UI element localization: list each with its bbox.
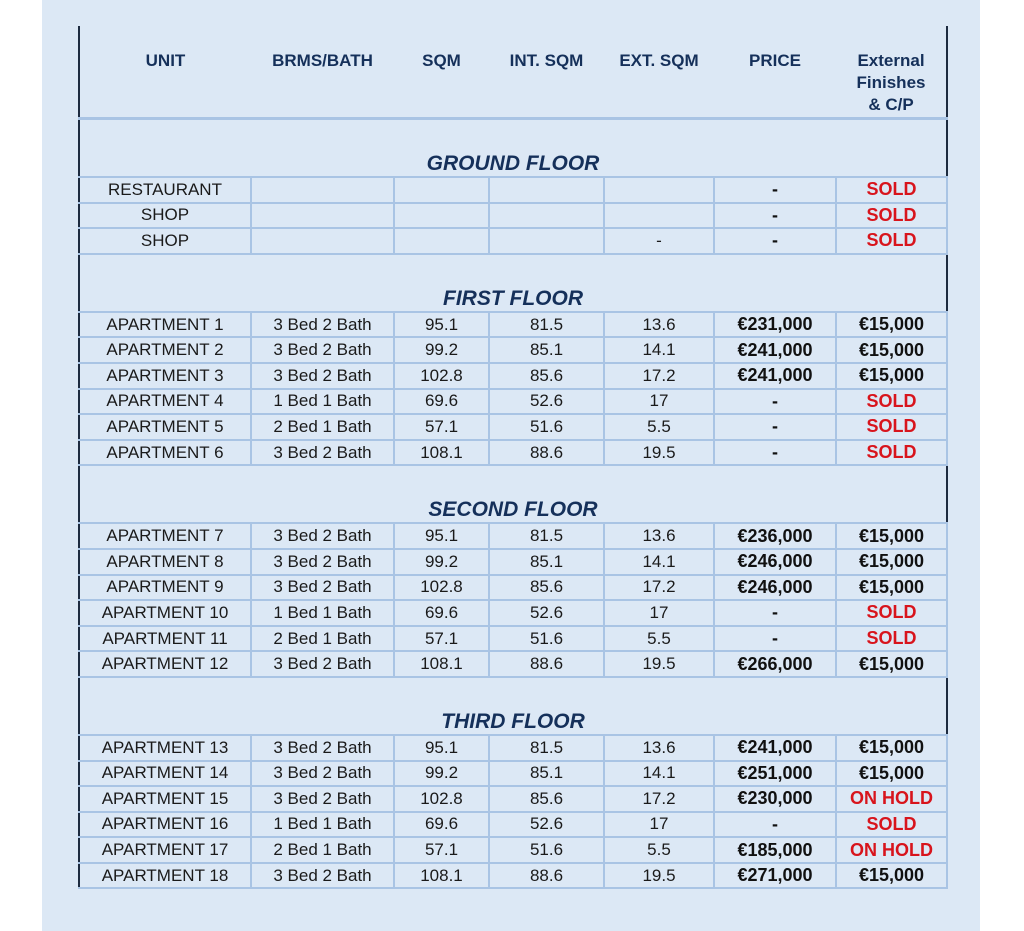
external-finishes-cell: SOLD bbox=[836, 600, 947, 626]
int-sqm-cell: 51.6 bbox=[489, 837, 604, 863]
price-cell: - bbox=[714, 626, 836, 652]
external-finishes-cell: SOLD bbox=[836, 812, 947, 838]
brms-bath-cell: 3 Bed 2 Bath bbox=[251, 863, 394, 889]
sqm-cell bbox=[394, 177, 489, 203]
brms-bath-cell: 3 Bed 2 Bath bbox=[251, 786, 394, 812]
sqm-cell: 99.2 bbox=[394, 549, 489, 575]
ext-sqm-cell: 17.2 bbox=[604, 575, 714, 601]
unit-cell: APARTMENT 1 bbox=[79, 312, 251, 338]
sqm-cell: 69.6 bbox=[394, 812, 489, 838]
ext-sqm-cell: 13.6 bbox=[604, 735, 714, 761]
unit-cell: APARTMENT 8 bbox=[79, 549, 251, 575]
unit-cell: APARTMENT 7 bbox=[79, 523, 251, 549]
external-finishes-cell: €15,000 bbox=[836, 337, 947, 363]
sqm-cell: 108.1 bbox=[394, 863, 489, 889]
external-finishes-cell: €15,000 bbox=[836, 549, 947, 575]
floor-heading-row bbox=[79, 698, 947, 735]
price-cell: - bbox=[714, 177, 836, 203]
brms-bath-cell: 1 Bed 1 Bath bbox=[251, 812, 394, 838]
unit-cell: APARTMENT 9 bbox=[79, 575, 251, 601]
ext-sqm-cell: 14.1 bbox=[604, 549, 714, 575]
floor-spacer bbox=[79, 677, 947, 698]
int-sqm-cell: 81.5 bbox=[489, 523, 604, 549]
unit-cell: APARTMENT 5 bbox=[79, 414, 251, 440]
int-sqm-cell: 85.1 bbox=[489, 337, 604, 363]
ext-sqm-cell: 14.1 bbox=[604, 761, 714, 787]
price-cell: - bbox=[714, 414, 836, 440]
int-sqm-cell: 88.6 bbox=[489, 651, 604, 677]
spacer-cell bbox=[79, 119, 947, 141]
table-row bbox=[79, 651, 947, 677]
int-sqm-cell: 52.6 bbox=[489, 812, 604, 838]
price-list-table bbox=[78, 26, 948, 889]
price-cell: - bbox=[714, 203, 836, 229]
header-external-finishes bbox=[836, 26, 947, 119]
table-row bbox=[79, 228, 947, 254]
ext-sqm-cell: 17 bbox=[604, 812, 714, 838]
spacer-cell bbox=[79, 254, 947, 275]
brms-bath-cell: 2 Bed 1 Bath bbox=[251, 414, 394, 440]
sqm-cell bbox=[394, 228, 489, 254]
unit-cell: APARTMENT 6 bbox=[79, 440, 251, 466]
table-row bbox=[79, 735, 947, 761]
int-sqm-cell: 85.1 bbox=[489, 549, 604, 575]
external-finishes-cell: ON HOLD bbox=[836, 837, 947, 863]
ext-sqm-cell: 19.5 bbox=[604, 651, 714, 677]
table-row bbox=[79, 812, 947, 838]
brms-bath-cell: 1 Bed 1 Bath bbox=[251, 389, 394, 415]
external-finishes-cell: ON HOLD bbox=[836, 786, 947, 812]
int-sqm-cell: 81.5 bbox=[489, 735, 604, 761]
external-finishes-cell: €15,000 bbox=[836, 761, 947, 787]
int-sqm-cell: 85.6 bbox=[489, 786, 604, 812]
sqm-cell: 108.1 bbox=[394, 651, 489, 677]
header-price: PRICE bbox=[714, 26, 836, 119]
table-row bbox=[79, 626, 947, 652]
floor-heading: GROUND FLOOR bbox=[79, 140, 947, 177]
floor-heading: THIRD FLOOR bbox=[79, 698, 947, 735]
header-sqm: SQM bbox=[394, 26, 489, 119]
external-finishes-cell: SOLD bbox=[836, 626, 947, 652]
header-int-sqm: INT. SQM bbox=[489, 26, 604, 119]
table-body bbox=[79, 119, 947, 889]
price-cell: €231,000 bbox=[714, 312, 836, 338]
external-finishes-cell: SOLD bbox=[836, 203, 947, 229]
spacer-cell bbox=[79, 465, 947, 486]
brms-bath-cell: 3 Bed 2 Bath bbox=[251, 761, 394, 787]
brms-bath-cell bbox=[251, 177, 394, 203]
brms-bath-cell: 3 Bed 2 Bath bbox=[251, 523, 394, 549]
table-row bbox=[79, 203, 947, 229]
brms-bath-cell: 2 Bed 1 Bath bbox=[251, 837, 394, 863]
external-finishes-cell: SOLD bbox=[836, 440, 947, 466]
int-sqm-cell bbox=[489, 177, 604, 203]
sqm-cell: 108.1 bbox=[394, 440, 489, 466]
sqm-cell: 102.8 bbox=[394, 786, 489, 812]
price-cell: €241,000 bbox=[714, 337, 836, 363]
ext-sqm-cell: 5.5 bbox=[604, 837, 714, 863]
unit-cell: SHOP bbox=[79, 228, 251, 254]
int-sqm-cell: 88.6 bbox=[489, 863, 604, 889]
price-cell: €230,000 bbox=[714, 786, 836, 812]
unit-cell: APARTMENT 3 bbox=[79, 363, 251, 389]
ext-sqm-cell: 5.5 bbox=[604, 414, 714, 440]
floor-heading-row bbox=[79, 275, 947, 312]
table-row bbox=[79, 575, 947, 601]
int-sqm-cell: 51.6 bbox=[489, 626, 604, 652]
table-row bbox=[79, 761, 947, 787]
unit-cell: APARTMENT 15 bbox=[79, 786, 251, 812]
ext-sqm-cell: 5.5 bbox=[604, 626, 714, 652]
unit-cell: APARTMENT 16 bbox=[79, 812, 251, 838]
sqm-cell: 95.1 bbox=[394, 735, 489, 761]
ext-sqm-cell: 13.6 bbox=[604, 312, 714, 338]
floor-heading: FIRST FLOOR bbox=[79, 275, 947, 312]
ext-sqm-cell: 17.2 bbox=[604, 363, 714, 389]
ext-sqm-cell: 19.5 bbox=[604, 440, 714, 466]
unit-cell: APARTMENT 13 bbox=[79, 735, 251, 761]
int-sqm-cell: 52.6 bbox=[489, 600, 604, 626]
header-finishes-line-3: & C/P bbox=[868, 95, 914, 114]
brms-bath-cell: 3 Bed 2 Bath bbox=[251, 651, 394, 677]
header-finishes-line-1: External bbox=[857, 51, 925, 70]
int-sqm-cell: 51.6 bbox=[489, 414, 604, 440]
price-cell: €236,000 bbox=[714, 523, 836, 549]
external-finishes-cell: SOLD bbox=[836, 177, 947, 203]
external-finishes-cell: €15,000 bbox=[836, 651, 947, 677]
header-unit: UNIT bbox=[79, 26, 251, 119]
external-finishes-cell: €15,000 bbox=[836, 863, 947, 889]
price-cell: - bbox=[714, 812, 836, 838]
int-sqm-cell: 85.1 bbox=[489, 761, 604, 787]
ext-sqm-cell: - bbox=[604, 228, 714, 254]
table-row bbox=[79, 389, 947, 415]
brms-bath-cell: 3 Bed 2 Bath bbox=[251, 735, 394, 761]
external-finishes-cell: €15,000 bbox=[836, 735, 947, 761]
unit-cell: APARTMENT 14 bbox=[79, 761, 251, 787]
ext-sqm-cell: 17 bbox=[604, 600, 714, 626]
price-cell: - bbox=[714, 440, 836, 466]
int-sqm-cell: 81.5 bbox=[489, 312, 604, 338]
brms-bath-cell: 3 Bed 2 Bath bbox=[251, 549, 394, 575]
sqm-cell: 95.1 bbox=[394, 312, 489, 338]
table-row bbox=[79, 837, 947, 863]
brms-bath-cell: 2 Bed 1 Bath bbox=[251, 626, 394, 652]
price-cell: €251,000 bbox=[714, 761, 836, 787]
int-sqm-cell bbox=[489, 203, 604, 229]
table-row bbox=[79, 549, 947, 575]
price-list-sheet bbox=[42, 0, 980, 931]
sqm-cell: 99.2 bbox=[394, 761, 489, 787]
brms-bath-cell: 1 Bed 1 Bath bbox=[251, 600, 394, 626]
price-cell: €185,000 bbox=[714, 837, 836, 863]
ext-sqm-cell: 14.1 bbox=[604, 337, 714, 363]
table-row bbox=[79, 414, 947, 440]
table-header bbox=[79, 26, 947, 119]
header-finishes-line-2: Finishes bbox=[856, 73, 926, 92]
brms-bath-cell: 3 Bed 2 Bath bbox=[251, 575, 394, 601]
ext-sqm-cell bbox=[604, 203, 714, 229]
spacer-cell bbox=[79, 677, 947, 698]
table-row bbox=[79, 177, 947, 203]
external-finishes-cell: SOLD bbox=[836, 389, 947, 415]
external-finishes-cell: €15,000 bbox=[836, 575, 947, 601]
price-cell: - bbox=[714, 600, 836, 626]
unit-cell: APARTMENT 18 bbox=[79, 863, 251, 889]
sqm-cell: 69.6 bbox=[394, 600, 489, 626]
int-sqm-cell: 52.6 bbox=[489, 389, 604, 415]
brms-bath-cell: 3 Bed 2 Bath bbox=[251, 312, 394, 338]
table-row bbox=[79, 312, 947, 338]
price-cell: €266,000 bbox=[714, 651, 836, 677]
price-cell: - bbox=[714, 389, 836, 415]
sqm-cell: 57.1 bbox=[394, 414, 489, 440]
unit-cell: SHOP bbox=[79, 203, 251, 229]
unit-cell: RESTAURANT bbox=[79, 177, 251, 203]
unit-cell: APARTMENT 12 bbox=[79, 651, 251, 677]
ext-sqm-cell: 13.6 bbox=[604, 523, 714, 549]
unit-cell: APARTMENT 11 bbox=[79, 626, 251, 652]
table-row bbox=[79, 440, 947, 466]
int-sqm-cell: 85.6 bbox=[489, 363, 604, 389]
brms-bath-cell bbox=[251, 228, 394, 254]
unit-cell: APARTMENT 4 bbox=[79, 389, 251, 415]
int-sqm-cell: 85.6 bbox=[489, 575, 604, 601]
price-cell: €246,000 bbox=[714, 575, 836, 601]
table-row bbox=[79, 523, 947, 549]
sqm-cell: 102.8 bbox=[394, 575, 489, 601]
brms-bath-cell: 3 Bed 2 Bath bbox=[251, 363, 394, 389]
int-sqm-cell bbox=[489, 228, 604, 254]
price-list-table-wrapper bbox=[78, 26, 946, 889]
floor-spacer bbox=[79, 119, 947, 141]
price-cell: €241,000 bbox=[714, 735, 836, 761]
int-sqm-cell: 88.6 bbox=[489, 440, 604, 466]
price-cell: - bbox=[714, 228, 836, 254]
floor-spacer bbox=[79, 465, 947, 486]
table-row bbox=[79, 337, 947, 363]
table-row bbox=[79, 600, 947, 626]
ext-sqm-cell: 17 bbox=[604, 389, 714, 415]
unit-cell: APARTMENT 2 bbox=[79, 337, 251, 363]
brms-bath-cell: 3 Bed 2 Bath bbox=[251, 337, 394, 363]
sqm-cell: 57.1 bbox=[394, 626, 489, 652]
price-cell: €241,000 bbox=[714, 363, 836, 389]
external-finishes-cell: SOLD bbox=[836, 228, 947, 254]
table-row bbox=[79, 863, 947, 889]
ext-sqm-cell bbox=[604, 177, 714, 203]
ext-sqm-cell: 17.2 bbox=[604, 786, 714, 812]
ext-sqm-cell: 19.5 bbox=[604, 863, 714, 889]
unit-cell: APARTMENT 10 bbox=[79, 600, 251, 626]
floor-spacer bbox=[79, 254, 947, 275]
price-cell: €271,000 bbox=[714, 863, 836, 889]
sqm-cell: 69.6 bbox=[394, 389, 489, 415]
table-row bbox=[79, 363, 947, 389]
brms-bath-cell: 3 Bed 2 Bath bbox=[251, 440, 394, 466]
external-finishes-cell: SOLD bbox=[836, 414, 947, 440]
sqm-cell: 102.8 bbox=[394, 363, 489, 389]
sqm-cell: 99.2 bbox=[394, 337, 489, 363]
price-cell: €246,000 bbox=[714, 549, 836, 575]
header-ext-sqm: EXT. SQM bbox=[604, 26, 714, 119]
floor-heading-row bbox=[79, 486, 947, 523]
floor-heading-row bbox=[79, 140, 947, 177]
external-finishes-cell: €15,000 bbox=[836, 312, 947, 338]
brms-bath-cell bbox=[251, 203, 394, 229]
header-brms-bath: BRMS/BATH bbox=[251, 26, 394, 119]
sqm-cell bbox=[394, 203, 489, 229]
external-finishes-cell: €15,000 bbox=[836, 523, 947, 549]
unit-cell: APARTMENT 17 bbox=[79, 837, 251, 863]
sqm-cell: 95.1 bbox=[394, 523, 489, 549]
external-finishes-cell: €15,000 bbox=[836, 363, 947, 389]
sqm-cell: 57.1 bbox=[394, 837, 489, 863]
table-row bbox=[79, 786, 947, 812]
floor-heading: SECOND FLOOR bbox=[79, 486, 947, 523]
